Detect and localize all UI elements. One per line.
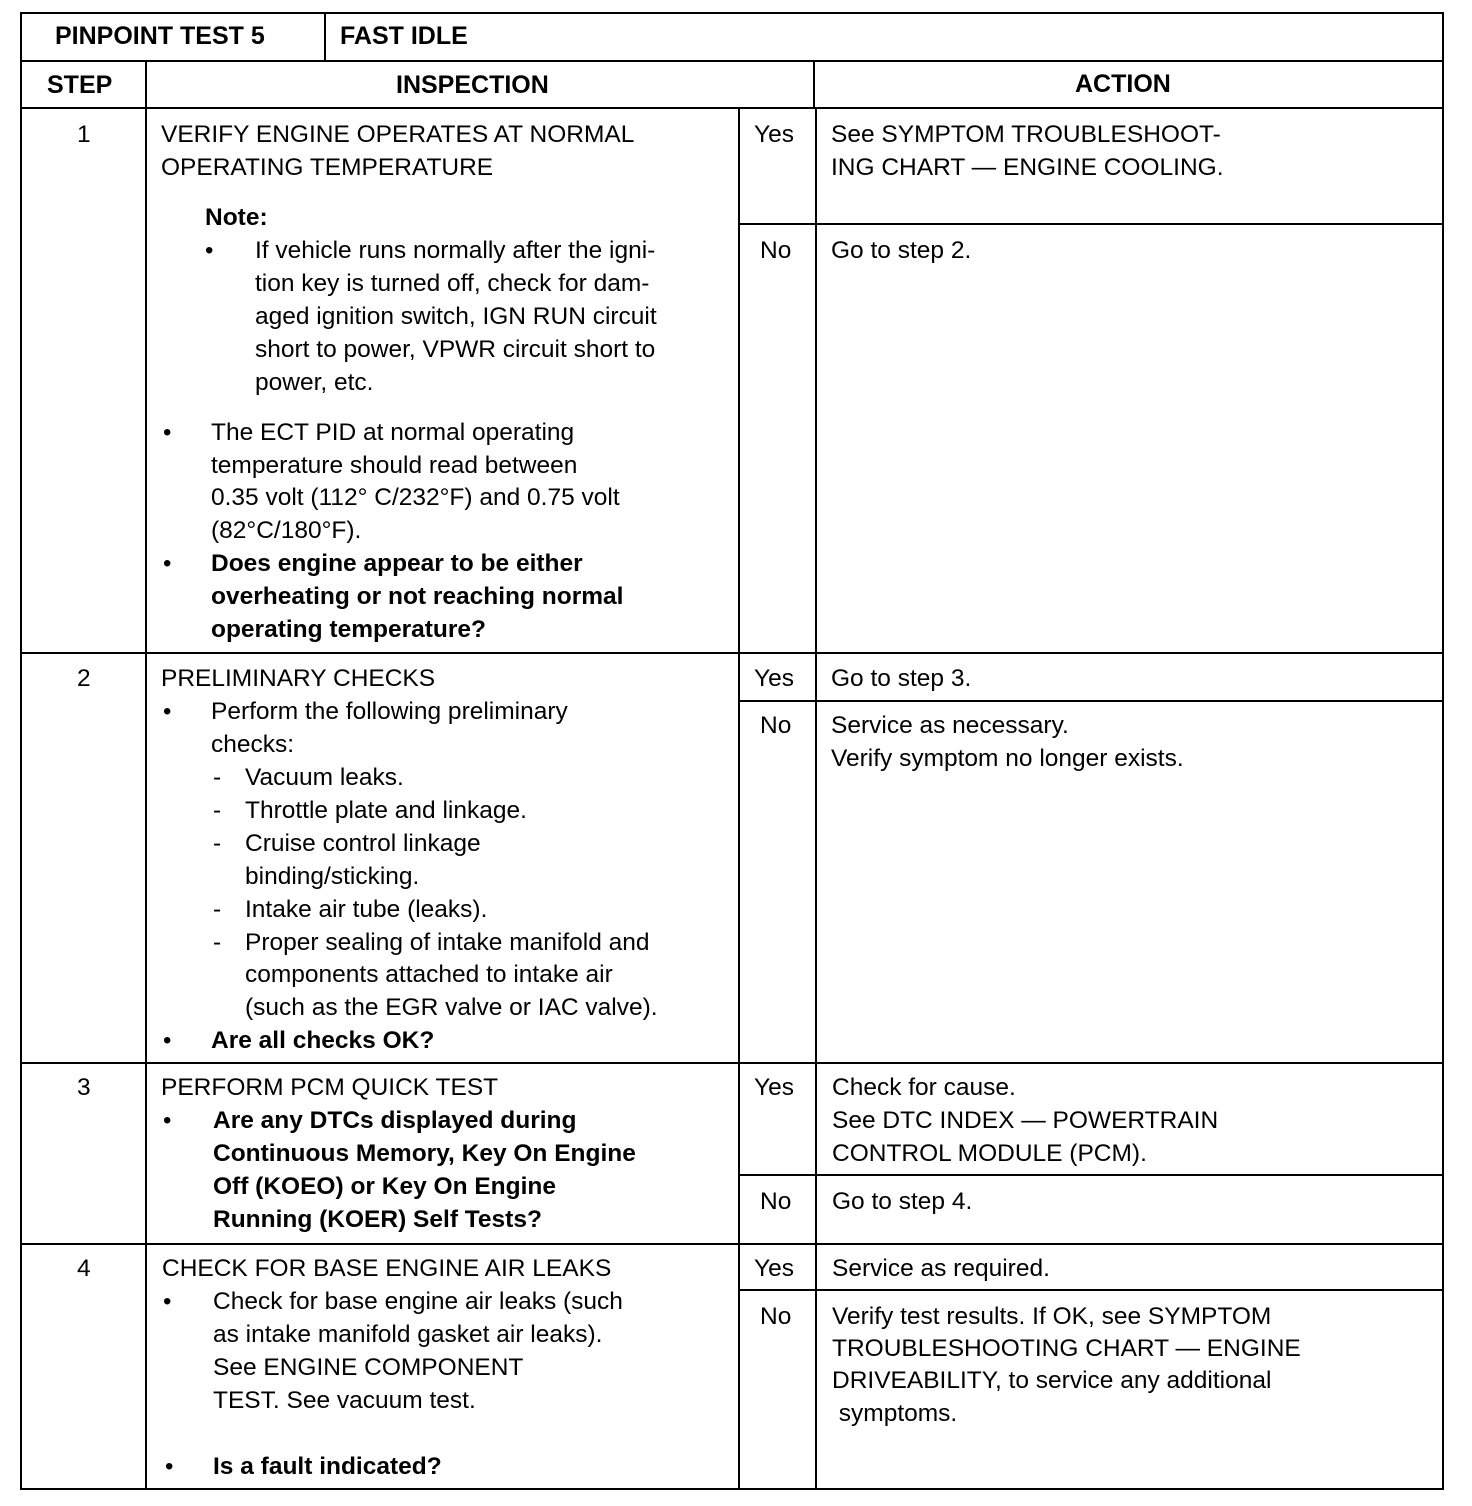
bullet-icon: • xyxy=(163,698,172,725)
rule-step-col xyxy=(145,60,147,1490)
header-inspection: INSPECTION xyxy=(396,71,549,99)
no-action-line: Verify test results. If OK, see SYMPTOM xyxy=(832,1303,1272,1330)
yes-action-line: ING CHART — ENGINE COOLING. xyxy=(831,154,1224,181)
note-line: aged ignition switch, IGN RUN circuit xyxy=(255,303,657,330)
no-action-line: symptoms. xyxy=(832,1400,958,1427)
check-item: components attached to intake air xyxy=(245,961,613,988)
no-label: No xyxy=(760,1303,792,1330)
step-number: 3 xyxy=(77,1074,91,1101)
info-line: See ENGINE COMPONENT xyxy=(213,1354,524,1381)
no-action-line: Go to step 2. xyxy=(831,237,972,264)
bullet-icon: • xyxy=(163,1027,172,1054)
test-name: FAST IDLE xyxy=(340,22,468,50)
dash-icon: - xyxy=(213,830,222,857)
question-line: Continuous Memory, Key On Engine xyxy=(213,1140,636,1167)
step-number: 2 xyxy=(77,665,91,692)
rule-step1-bottom xyxy=(20,652,1444,654)
bullet-icon: • xyxy=(163,550,172,577)
question-line: Is a fault indicated? xyxy=(213,1453,442,1480)
question-line: Are all checks OK? xyxy=(211,1027,435,1054)
bullet-icon: • xyxy=(205,237,214,264)
no-action-line: Service as necessary. xyxy=(831,712,1069,739)
no-action-line: Verify symptom no longer exists. xyxy=(831,745,1184,772)
info-line: (82°C/180°F). xyxy=(211,517,362,544)
pinpoint-test-label: PINPOINT TEST 5 xyxy=(55,22,265,50)
intro-line: checks: xyxy=(211,731,295,758)
question-line: operating temperature? xyxy=(211,616,486,643)
check-item: Vacuum leaks. xyxy=(245,764,404,791)
note-line: short to power, VPWR circuit short to xyxy=(255,336,656,363)
dash-icon: - xyxy=(213,929,222,956)
rule-header-bottom xyxy=(20,107,1444,109)
dash-icon: - xyxy=(213,896,222,923)
no-action-line: Go to step 4. xyxy=(832,1188,973,1215)
info-line: temperature should read between xyxy=(211,452,578,479)
dash-icon: - xyxy=(213,797,222,824)
yes-label: Yes xyxy=(754,121,794,148)
rule-s2-yesno xyxy=(738,700,1444,702)
step-number: 4 xyxy=(77,1255,91,1282)
yes-action-line: Go to step 3. xyxy=(831,665,972,692)
check-item: binding/sticking. xyxy=(245,863,420,890)
info-line: as intake manifold gasket air leaks). xyxy=(213,1321,603,1348)
rule-title-divider xyxy=(324,12,326,61)
header-action: ACTION xyxy=(1075,70,1171,98)
no-label: No xyxy=(760,712,792,739)
no-label: No xyxy=(760,1188,792,1215)
yes-action-line: See SYMPTOM TROUBLESHOOT- xyxy=(831,121,1221,148)
info-line: 0.35 volt (112° C/232°F) and 0.75 volt xyxy=(211,484,620,511)
step-heading-line: VERIFY ENGINE OPERATES AT NORMAL xyxy=(161,121,635,148)
no-label: No xyxy=(760,237,792,264)
yes-action-line: CONTROL MODULE (PCM). xyxy=(832,1140,1147,1167)
rule-s1-yesno xyxy=(738,223,1444,225)
check-item: Proper sealing of intake manifold and xyxy=(245,929,650,956)
bullet-icon: • xyxy=(165,1453,174,1480)
step-heading-line: OPERATING TEMPERATURE xyxy=(161,154,494,181)
question-line: Are any DTCs displayed during xyxy=(213,1107,577,1134)
no-action-line: DRIVEABILITY, to service any additional xyxy=(832,1367,1272,1394)
bullet-icon: • xyxy=(163,419,172,446)
step-heading-line: PERFORM PCM QUICK TEST xyxy=(161,1074,499,1101)
no-action-line: TROUBLESHOOTING CHART — ENGINE xyxy=(832,1335,1301,1362)
note-label: Note: xyxy=(205,204,268,231)
bullet-icon: • xyxy=(163,1107,172,1134)
info-line: The ECT PID at normal operating xyxy=(211,419,575,446)
question-line: overheating or not reaching normal xyxy=(211,583,624,610)
rule-yesno-col xyxy=(738,107,740,1490)
check-item: Cruise control linkage xyxy=(245,830,481,857)
yes-label: Yes xyxy=(754,1255,794,1282)
header-step: STEP xyxy=(47,71,113,99)
check-item: Intake air tube (leaks). xyxy=(245,896,488,923)
note-line: tion key is turned off, check for dam- xyxy=(255,270,650,297)
note-line: If vehicle runs normally after the igni- xyxy=(255,237,656,264)
question-line: Off (KOEO) or Key On Engine xyxy=(213,1173,557,1200)
rule-step3-bottom xyxy=(20,1243,1444,1245)
step-heading-line: PRELIMINARY CHECKS xyxy=(161,665,436,692)
check-item: Throttle plate and linkage. xyxy=(245,797,527,824)
question-line: Does engine appear to be either xyxy=(211,550,583,577)
yes-action-line: Service as required. xyxy=(832,1255,1050,1282)
rule-step2-bottom xyxy=(20,1062,1444,1064)
rule-action-col xyxy=(815,107,817,1490)
yes-action-line: Check for cause. xyxy=(832,1074,1016,1101)
yes-action-line: See DTC INDEX — POWERTRAIN xyxy=(832,1107,1219,1134)
yes-label: Yes xyxy=(754,665,794,692)
dash-icon: - xyxy=(213,764,222,791)
step-heading-line: CHECK FOR BASE ENGINE AIR LEAKS xyxy=(162,1255,612,1282)
bullet-icon: • xyxy=(163,1288,172,1315)
rule-s3-yesno xyxy=(738,1174,1444,1176)
intro-line: Perform the following preliminary xyxy=(211,698,568,725)
yes-label: Yes xyxy=(754,1074,794,1101)
note-line: power, etc. xyxy=(255,369,374,396)
info-line: Check for base engine air leaks (such xyxy=(213,1288,623,1315)
info-line: TEST. See vacuum test. xyxy=(213,1387,476,1414)
rule-title-bottom xyxy=(20,60,1444,62)
rule-s4-yesno xyxy=(738,1289,1444,1291)
check-item: (such as the EGR valve or IAC valve). xyxy=(245,994,658,1021)
step-number: 1 xyxy=(77,121,91,148)
question-line: Running (KOER) Self Tests? xyxy=(213,1206,542,1233)
rule-action-col-header xyxy=(813,60,815,108)
